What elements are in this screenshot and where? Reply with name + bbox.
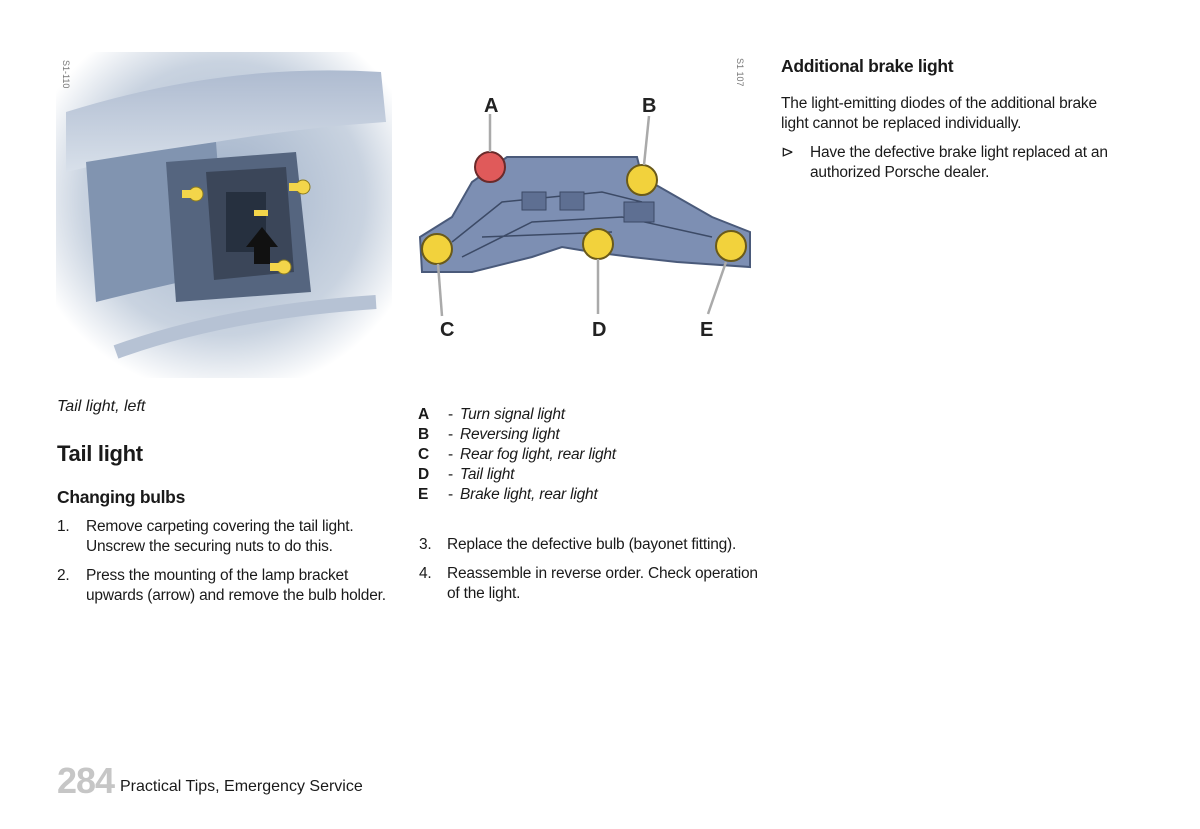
figure-code-right: S1 107	[735, 58, 745, 87]
bullet-arrow-icon: ⊳	[781, 144, 794, 161]
diagram-letter-b: B	[642, 95, 657, 117]
diagram-letter-e: E	[700, 319, 714, 341]
diagram-legend	[418, 405, 616, 505]
figure-caption: Tail light, left	[57, 398, 146, 415]
legend-item: C - Rear fog light, rear light	[418, 446, 616, 463]
bulb-holder-diagram	[412, 52, 758, 382]
legend-item: D - Tail light	[418, 466, 515, 483]
diagram-letter-a: A	[484, 95, 499, 117]
diagram-letter-c: C	[440, 319, 455, 341]
figure-code-left: S1-110	[61, 60, 71, 89]
section-heading: Tail light	[57, 441, 143, 466]
diagram-letter-d: D	[592, 319, 607, 341]
brake-light-heading: Additional brake light	[781, 56, 954, 76]
page-number: 284	[57, 760, 115, 801]
legend-item: E - Brake light, rear light	[418, 486, 598, 503]
brake-light-instruction: ⊳ Have the defective brake light replaced at an authorized Porsche dealer.	[781, 144, 1108, 181]
footer-section-title: Practical Tips, Emergency Service	[120, 778, 363, 795]
legend-item: A - Turn signal light	[418, 406, 565, 423]
brake-light-paragraph: The light-emitting diodes of the additional brake light cannot be replaced individually.	[781, 95, 1097, 132]
legend-item: B - Reversing light	[418, 426, 560, 443]
subsection-heading: Changing bulbs	[57, 487, 186, 507]
tail-light-photo	[56, 52, 392, 378]
